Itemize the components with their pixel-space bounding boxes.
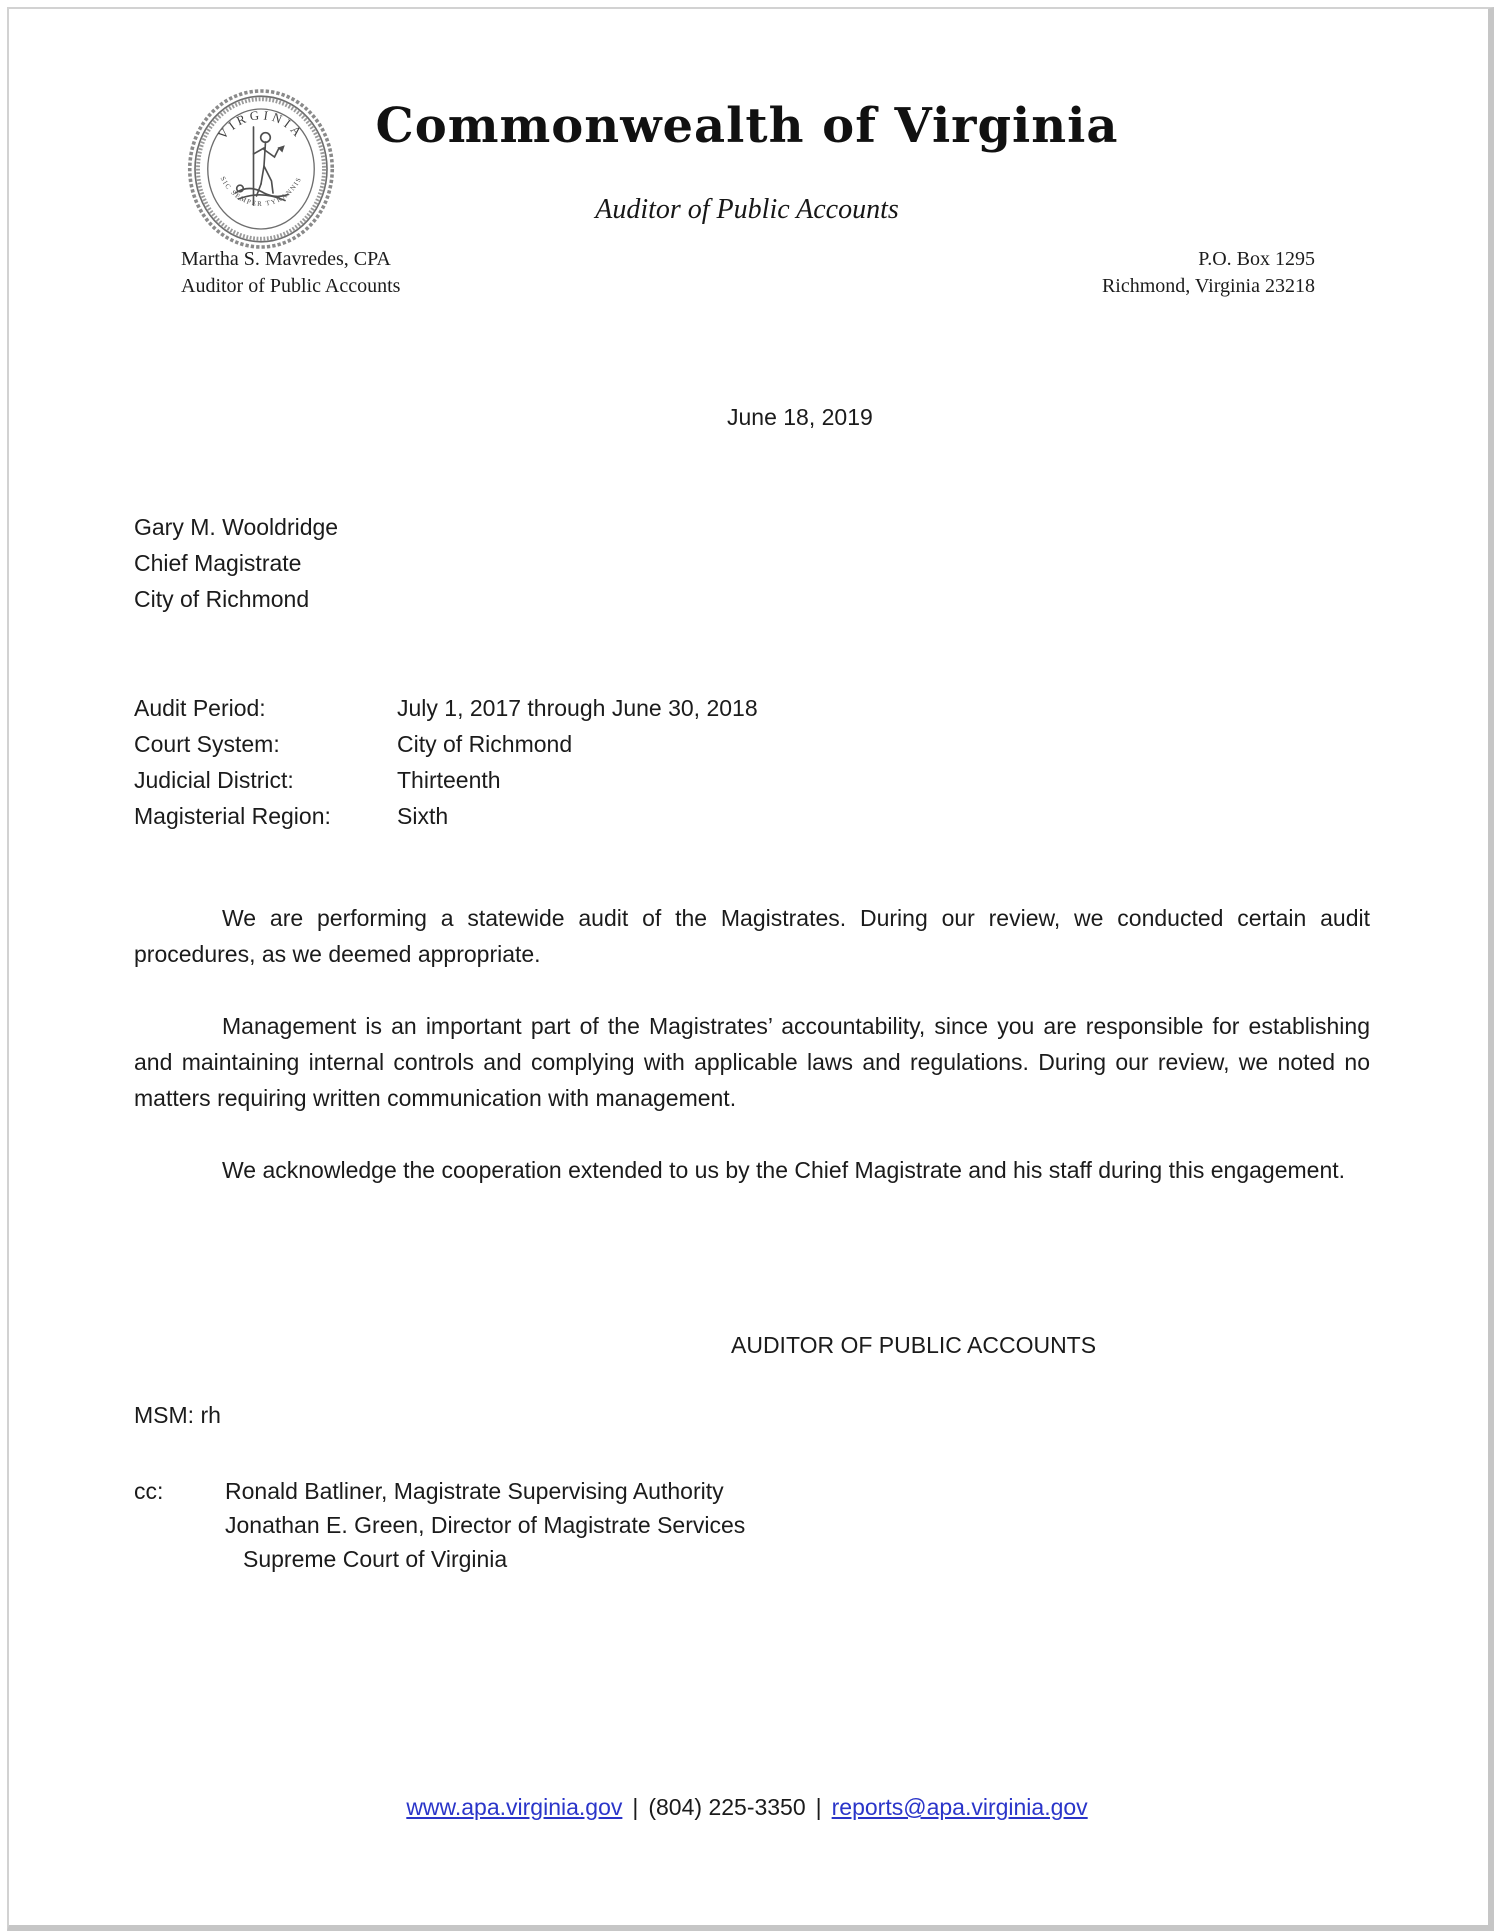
cc-recipient-1: Ronald Batliner, Magistrate Supervising Authority	[225, 1478, 724, 1504]
recipient-name: Gary M. Wooldridge	[134, 514, 339, 540]
recipient-location: City of Richmond	[134, 586, 310, 612]
reference-initials: MSM: rh	[134, 1402, 221, 1428]
detail-label: Audit Period:	[134, 695, 266, 721]
detail-value: Sixth	[397, 803, 449, 829]
paragraph-1: We are performing a statewide audit of the Magistrates. During our review, we conducted certain audit procedures, as we deemed appropriate.	[134, 905, 1370, 967]
footer-separator: |	[815, 1794, 822, 1820]
cc-recipient-3: Supreme Court of Virginia	[243, 1546, 508, 1572]
detail-label: Court System:	[134, 731, 280, 757]
phone-number: (804) 225-3350	[648, 1794, 806, 1820]
audit-details-block	[134, 690, 758, 834]
paragraph-3: We acknowledge the cooperation extended to us by the Chief Magistrate and his staff during this engagement.	[222, 1157, 1346, 1183]
cc-block	[134, 1474, 745, 1576]
detail-label: Judicial District:	[134, 767, 294, 793]
letter-date: June 18, 2019	[727, 404, 873, 430]
paragraph-2: Management is an important part of the Magistrates’ accountability, since you are responsible for establishing and maintaining internal controls and complying with applicable laws and regulations. During our review, we noted no matters requiring written communication with management.	[134, 1013, 1370, 1111]
seal-bottom-text: SIC SEMPER TYRANNIS	[218, 175, 304, 208]
recipient-title: Chief Magistrate	[134, 550, 302, 576]
detail-row-magisterial-region	[134, 798, 758, 834]
address-line-1: P.O. Box 1295	[1198, 248, 1315, 270]
detail-row-judicial-district	[134, 762, 758, 798]
email-link[interactable]: reports@apa.virginia.gov	[831, 1794, 1088, 1820]
official-name: Martha S. Mavredes, CPA	[181, 248, 391, 270]
official-title: Auditor of Public Accounts	[181, 275, 401, 297]
recipient-block	[134, 509, 338, 617]
website-link[interactable]: www.apa.virginia.gov	[406, 1794, 623, 1820]
footer-separator: |	[632, 1794, 639, 1820]
document-subtitle: Auditor of Public Accounts	[595, 194, 899, 225]
seal-top-text: VIRGINIA	[215, 108, 307, 142]
signature-organization: AUDITOR OF PUBLIC ACCOUNTS	[731, 1332, 1097, 1358]
detail-value: July 1, 2017 through June 30, 2018	[397, 695, 758, 721]
cc-recipients	[225, 1474, 745, 1576]
detail-value: City of Richmond	[397, 731, 573, 757]
document-title: Commonwealth of Virginia	[375, 98, 1119, 154]
detail-label: Magisterial Region:	[134, 803, 331, 829]
footer-contact-bar	[0, 1794, 1494, 1821]
header-official-block	[181, 246, 400, 300]
letter-body	[134, 900, 1370, 1224]
cc-label: cc:	[134, 1478, 164, 1504]
cc-recipient-2: Jonathan E. Green, Director of Magistrate Services	[225, 1512, 746, 1538]
detail-value: Thirteenth	[397, 767, 501, 793]
address-line-2: Richmond, Virginia 23218	[1101, 275, 1315, 297]
detail-row-audit-period	[134, 690, 758, 726]
header-address-block	[1102, 246, 1315, 300]
detail-row-court-system	[134, 726, 758, 762]
